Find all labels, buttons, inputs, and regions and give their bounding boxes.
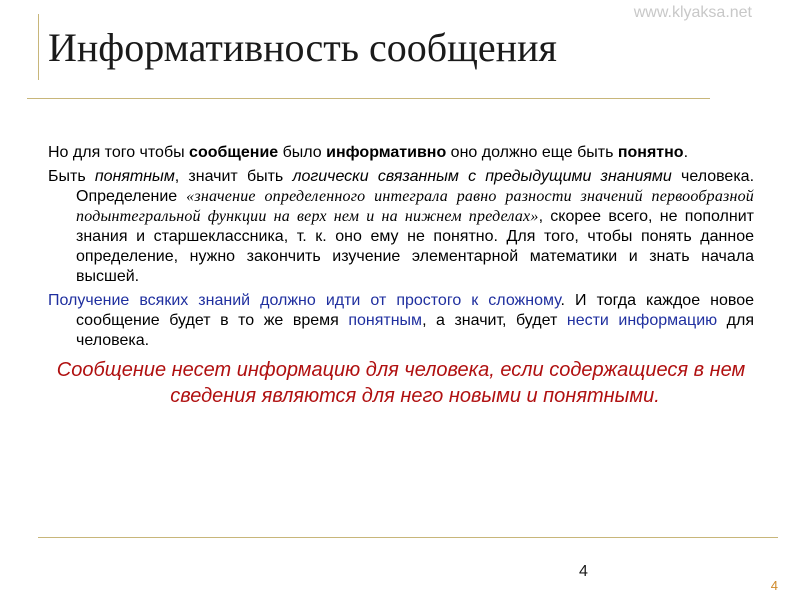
page-number: 4 <box>579 563 588 580</box>
p2-italic-understandable: понятным <box>94 168 175 185</box>
p3-text-b: . И тогда каждое новое сообщение будет в то же время <box>76 292 754 329</box>
p2-text-g: , скорее всего, не пополнит знания и старшеклассника, т. к. оно ему не понятно. Для того, чтобы понять данное определение, нужно закончить изучение элементарной математики и знать начала высшей. <box>76 208 754 285</box>
p3-blue-carry-info: нести информацию <box>566 312 718 329</box>
p3-blue-principle: Получение всяких знаний должно идти от простого к сложному <box>48 292 561 309</box>
page-number-corner: 4 <box>770 578 778 593</box>
paragraph-3 <box>48 291 754 351</box>
title-accent-vertical-line <box>38 14 39 80</box>
title-divider <box>27 98 710 99</box>
footer-divider <box>38 537 778 538</box>
paragraph-1 <box>48 143 754 163</box>
conclusion: Сообщение несет информацию для человека, если содержащиеся в нем сведения являются для него новыми и понятными. <box>56 359 746 407</box>
p1-bold-informative: информативно <box>326 144 447 161</box>
p3-text-d: , а значит, будет <box>422 312 567 329</box>
p1-text-c: было <box>278 144 327 161</box>
p2-text-a: Быть <box>48 168 95 185</box>
p3-blue-understandable: понятным <box>348 312 423 329</box>
p1-text-e: оно должно еще быть <box>446 144 618 161</box>
p2-text-e: человека. Определение <box>76 168 755 205</box>
slide-title: Информативность сообщения <box>48 25 557 70</box>
p1-bold-message: сообщение <box>189 144 279 161</box>
p1-text-g: . <box>683 144 689 161</box>
p2-italic-logical: логически связанным с предыдущими знаниями <box>292 168 672 185</box>
p1-bold-understandable: понятно <box>617 144 684 161</box>
paragraph-2 <box>48 167 754 287</box>
p2-text-c: , значит быть <box>174 168 293 185</box>
p3-text-f: для человека. <box>76 312 755 349</box>
p2-definition-quote: «значение определенного интеграла равно разности значений первообразной подынтегральной функции на верх нем и на нижнем пределах» <box>76 188 754 225</box>
watermark: www.klyaksa.net <box>633 4 752 21</box>
slide-body <box>48 143 754 429</box>
p1-text-a: Но для того чтобы <box>48 144 190 161</box>
